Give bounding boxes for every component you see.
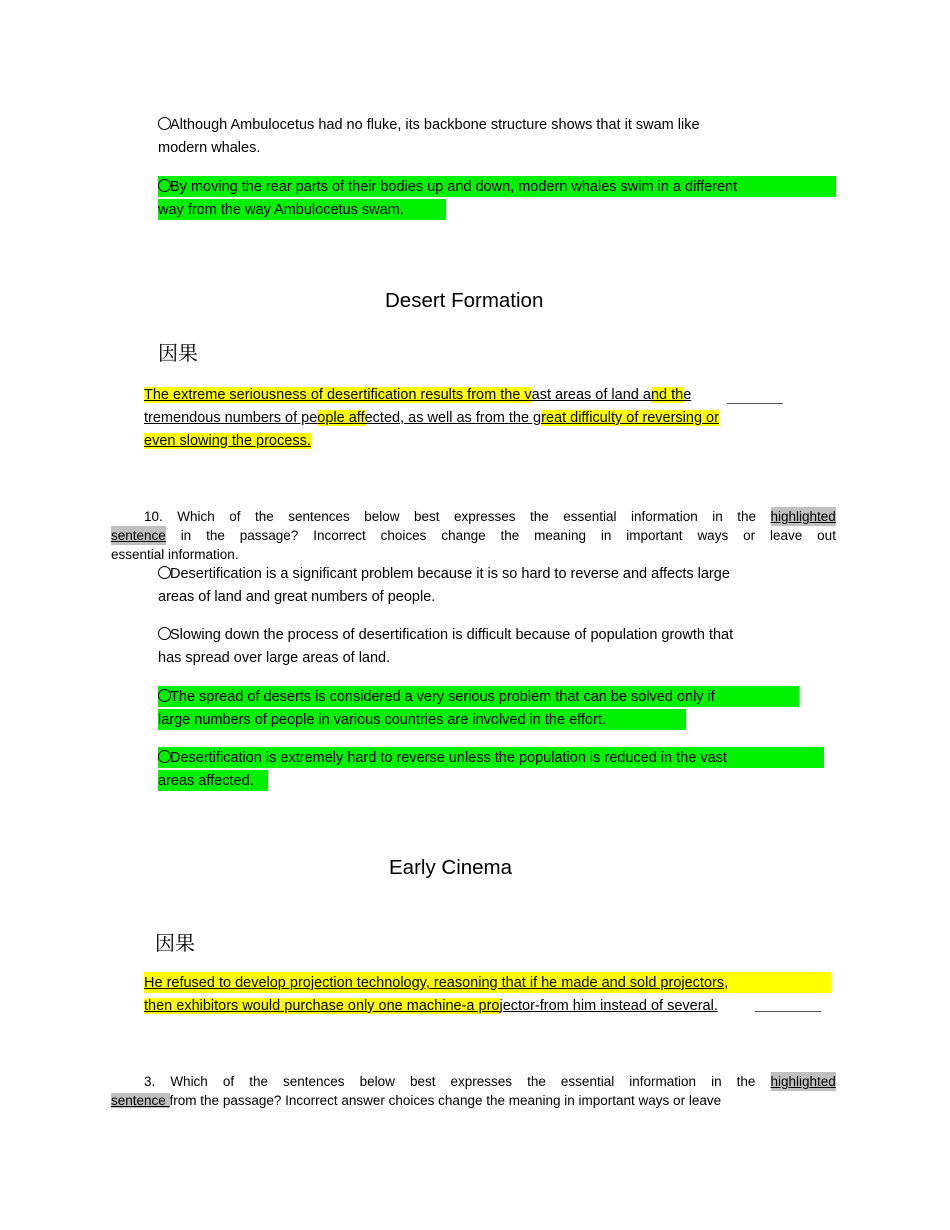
question-word: Which: [170, 1074, 208, 1089]
section-title: Early Cinema: [389, 856, 513, 879]
question-word: the: [527, 1074, 546, 1089]
question-word: in: [711, 1074, 722, 1089]
question-word: best: [413, 509, 440, 524]
question-word: or: [743, 528, 756, 543]
question-word: sentences: [288, 509, 350, 524]
question-word: in: [180, 528, 192, 543]
question-word: ways: [697, 528, 729, 543]
question-word: leave: [770, 528, 803, 543]
answer-option-c[interactable]: [158, 114, 700, 160]
question-3-line2: sentence from the passage? Incorrect answer choices change the meaning in important ways or leave: [111, 1093, 722, 1108]
option-text-line1: Desertification is a significant problem because it is so hard to reverse and affects large: [170, 566, 730, 582]
question-word: the: [249, 1074, 268, 1089]
highlighted-reference: highlighted: [770, 509, 836, 524]
question-3-line1: [144, 1072, 836, 1091]
question-word: important: [626, 528, 683, 543]
question-10-line2: [111, 526, 836, 545]
question-word: meaning: [534, 528, 586, 543]
highlighted-reference: sentence: [111, 528, 166, 543]
answer-option-c[interactable]: [158, 686, 715, 732]
question-word: Which: [177, 509, 215, 524]
question-10-line3: essential information.: [111, 547, 239, 562]
question-word: below: [359, 1074, 395, 1089]
question-word: the: [736, 1074, 756, 1089]
question-word: passage?: [239, 528, 299, 543]
question-word: the: [254, 509, 274, 524]
question-word: out: [817, 528, 836, 543]
highlighted-sentence: He refused to develop projection technology, reasoning that if he made and sold projectors, then exhibitors would purchase only one machine-a projector-from him instead of several.: [144, 975, 729, 1014]
option-text-line2: large numbers of people in various countries are involved in the effort.: [158, 712, 606, 728]
option-text-line2: areas affected.: [158, 773, 254, 789]
question-word: in: [712, 509, 723, 524]
question-word: in: [600, 528, 612, 543]
question-10-line1: [144, 507, 836, 526]
option-text-line2: way from the way Ambulocetus swam.: [158, 202, 404, 218]
question-word: the: [206, 528, 225, 543]
answer-option-a[interactable]: [158, 563, 730, 609]
question-word: 10.: [144, 509, 163, 524]
question-word: information: [631, 509, 698, 524]
option-text-line1: Slowing down the process of desertification is difficult because of population growth that: [170, 627, 734, 643]
option-text-line2: has spread over large areas of land.: [158, 650, 391, 666]
answer-option-d[interactable]: [158, 747, 727, 793]
question-word: below: [364, 509, 400, 524]
question-word: the: [500, 528, 520, 543]
question-word: sentences: [283, 1074, 345, 1089]
question-word: expresses: [450, 1074, 513, 1089]
highlighted-sentence: The extreme seriousness of desertification results from the vast areas of land and the tremendous numbers of people affected, as well as from the great difficulty of reversing or even slowing the process.: [144, 387, 719, 449]
question-word: change: [441, 528, 486, 543]
question-word: of: [229, 509, 241, 524]
question-word: of: [222, 1074, 235, 1089]
category-label: 因果: [158, 341, 198, 365]
question-word: choices: [380, 528, 427, 543]
section-title: Desert Formation: [385, 289, 544, 312]
category-label: 因果: [155, 931, 195, 955]
option-text-line1: The spread of deserts is considered a very serious problem that can be solved only if: [170, 689, 715, 705]
question-word: best: [409, 1074, 436, 1089]
option-text-line1: By moving the rear parts of their bodies up and down, modern whales swim in a different: [170, 179, 738, 195]
option-text-line1: Although Ambulocetus had no fluke, its backbone structure shows that it swam like: [170, 117, 700, 133]
option-text-line2: modern whales.: [158, 140, 261, 156]
option-text-line2: areas of land and great numbers of people.: [158, 589, 436, 605]
underline-extension: [755, 1011, 821, 1012]
option-text-line1: Desertification is extremely hard to reverse unless the population is reduced in the vast: [170, 750, 727, 766]
question-word: essential: [560, 1074, 615, 1089]
question-word: expresses: [453, 509, 516, 524]
answer-option-d[interactable]: [158, 176, 737, 222]
question-word: 3.: [144, 1074, 156, 1089]
question-word: information: [629, 1074, 697, 1089]
question-word: the: [529, 509, 549, 524]
highlighted-reference: highlighted: [770, 1074, 836, 1089]
answer-option-b[interactable]: [158, 624, 733, 670]
question-word: Incorrect: [313, 528, 366, 543]
underline-extension: [727, 403, 783, 404]
question-word: the: [737, 509, 757, 524]
question-word: essential: [563, 509, 617, 524]
